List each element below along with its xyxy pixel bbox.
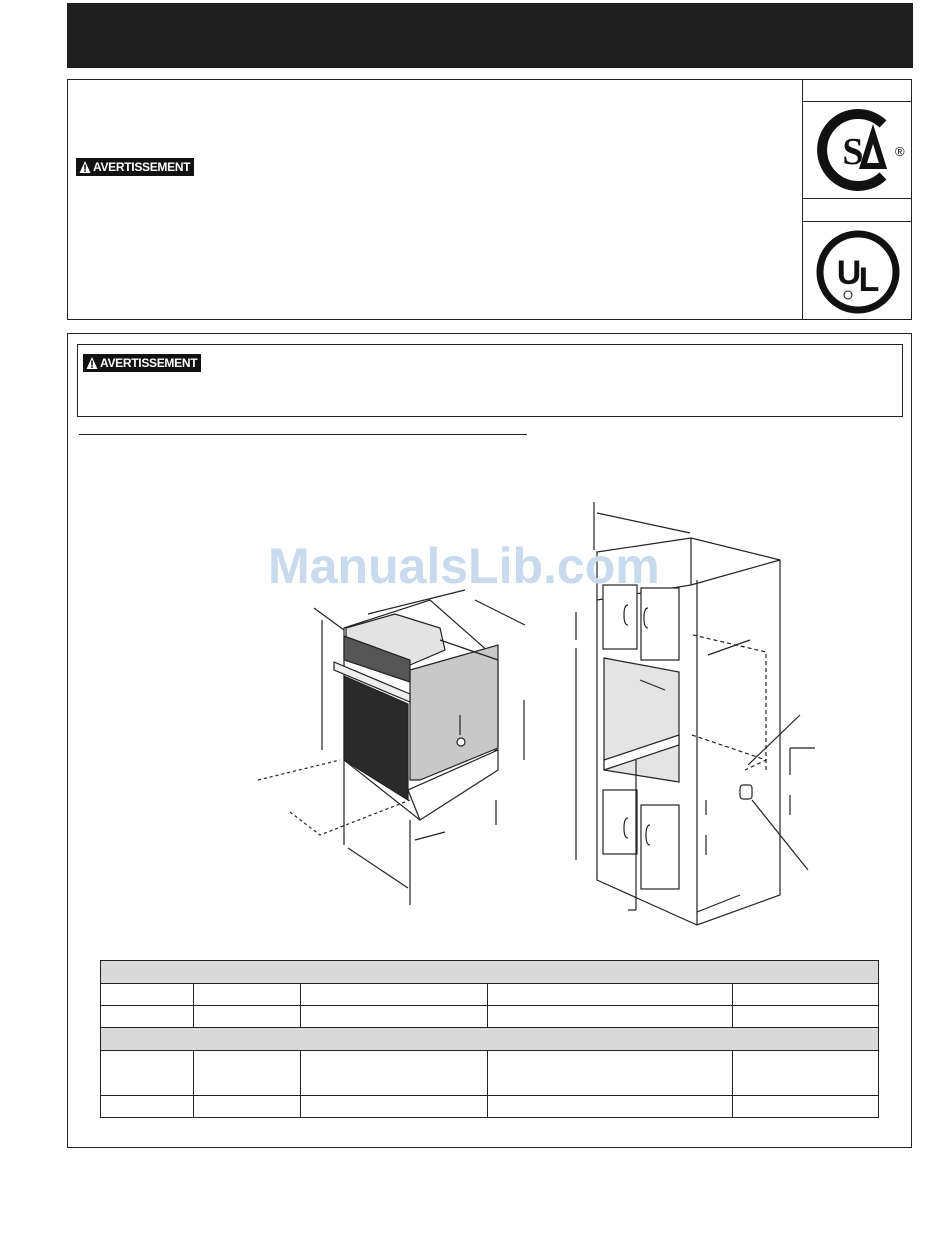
svg-text:L: L: [858, 261, 880, 299]
oven-drawing: [258, 590, 525, 905]
table-header-row: [101, 1028, 879, 1051]
table-row: [101, 1096, 879, 1118]
warning-label: AVERTISSEMENT: [100, 356, 198, 370]
watermark-text: ManualsLib.com: [268, 538, 660, 594]
specifications-table: [100, 960, 879, 1118]
svg-text:®: ®: [895, 144, 905, 159]
table-row: [101, 984, 879, 1006]
warning-label: AVERTISSEMENT: [93, 160, 191, 174]
table-header-row: [101, 961, 879, 984]
svg-text:S: S: [842, 131, 864, 173]
table-row: [101, 1051, 879, 1096]
table-row: [101, 1006, 879, 1028]
svg-text:U: U: [836, 254, 862, 292]
